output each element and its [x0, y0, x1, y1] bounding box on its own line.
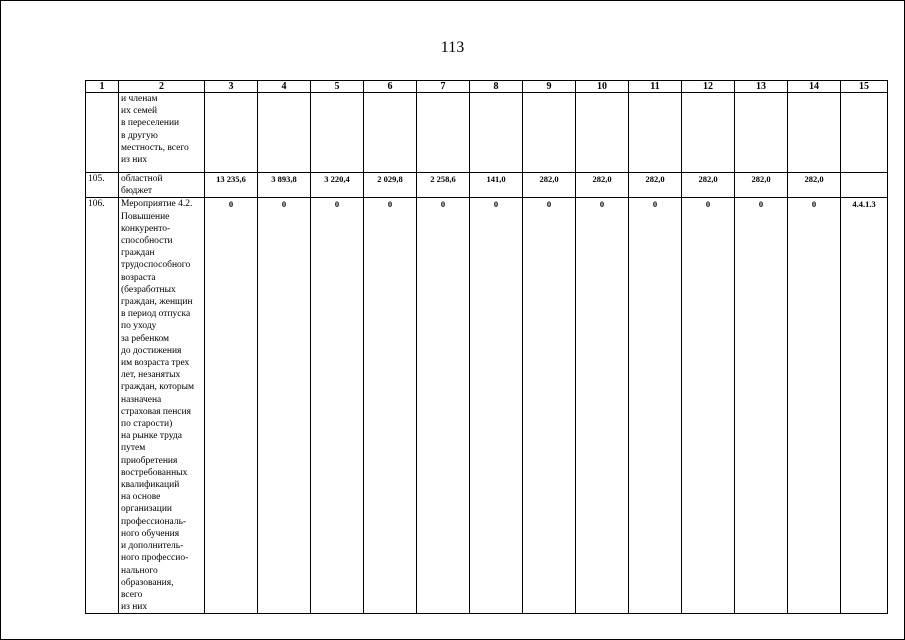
value-cell [682, 93, 735, 173]
budget-table [85, 80, 888, 614]
value-cell [735, 93, 788, 173]
value-cell: 2 029,8 [364, 173, 417, 198]
value-cell: 3 893,8 [258, 173, 311, 198]
row-number [86, 93, 119, 173]
header-cell: 4 [258, 81, 311, 93]
header-cell: 3 [205, 81, 258, 93]
value-cell: 0 [258, 198, 311, 614]
value-cell: 282,0 [523, 173, 576, 198]
header-cell: 13 [735, 81, 788, 93]
value-cell [788, 93, 841, 173]
header-cell: 12 [682, 81, 735, 93]
header-cell: 6 [364, 81, 417, 93]
table-row [86, 173, 888, 198]
code-cell [841, 173, 888, 198]
row-number: 105. [86, 173, 119, 198]
row-name: областной бюджет [119, 173, 205, 198]
header-cell: 1 [86, 81, 119, 93]
value-cell: 282,0 [576, 173, 629, 198]
value-cell: 0 [576, 198, 629, 614]
value-cell: 0 [682, 198, 735, 614]
code-cell [841, 93, 888, 173]
header-row [86, 81, 888, 93]
header-cell: 9 [523, 81, 576, 93]
value-cell [311, 93, 364, 173]
row-number: 106. [86, 198, 119, 614]
value-cell [629, 93, 682, 173]
value-cell: 0 [523, 198, 576, 614]
value-cell: 13 235,6 [205, 173, 258, 198]
value-cell: 0 [470, 198, 523, 614]
table-row [86, 93, 888, 173]
value-cell: 2 258,6 [417, 173, 470, 198]
value-cell [523, 93, 576, 173]
header-cell: 10 [576, 81, 629, 93]
value-cell [205, 93, 258, 173]
code-cell: 4.4.1.3 [841, 198, 888, 614]
value-cell: 0 [735, 198, 788, 614]
value-cell [470, 93, 523, 173]
value-cell: 282,0 [629, 173, 682, 198]
value-cell: 282,0 [735, 173, 788, 198]
table-row [86, 198, 888, 614]
value-cell [364, 93, 417, 173]
value-cell: 282,0 [682, 173, 735, 198]
value-cell: 282,0 [788, 173, 841, 198]
header-cell: 14 [788, 81, 841, 93]
value-cell: 0 [205, 198, 258, 614]
page-number: 113 [440, 39, 465, 56]
value-cell [576, 93, 629, 173]
header-cell: 11 [629, 81, 682, 93]
value-cell: 0 [788, 198, 841, 614]
header-cell: 8 [470, 81, 523, 93]
value-cell: 3 220,4 [311, 173, 364, 198]
value-cell: 0 [311, 198, 364, 614]
value-cell: 0 [417, 198, 470, 614]
row-name: и членам их семей в переселении в другую местность, всего из них [119, 93, 205, 173]
value-cell [417, 93, 470, 173]
header-cell: 7 [417, 81, 470, 93]
value-cell: 0 [629, 198, 682, 614]
row-name: Мероприятие 4.2. Повышение конкуренто- способности граждан трудоспособного возраста (безработных граждан, женщин в период отпуска по уходу за ребенком до достижения им возраста трех лет, незанятых граждан, которым назначена страховая пенсия по старости) на рынке труда путем приобретения востребованных квалификаций на основе организации профессиональ- ного обучения и дополнитель- ного профессио- нального образования, всего из них [119, 198, 205, 614]
header-cell: 15 [841, 81, 888, 93]
header-cell: 5 [311, 81, 364, 93]
value-cell: 141,0 [470, 173, 523, 198]
value-cell: 0 [364, 198, 417, 614]
value-cell [258, 93, 311, 173]
header-cell: 2 [119, 81, 205, 93]
